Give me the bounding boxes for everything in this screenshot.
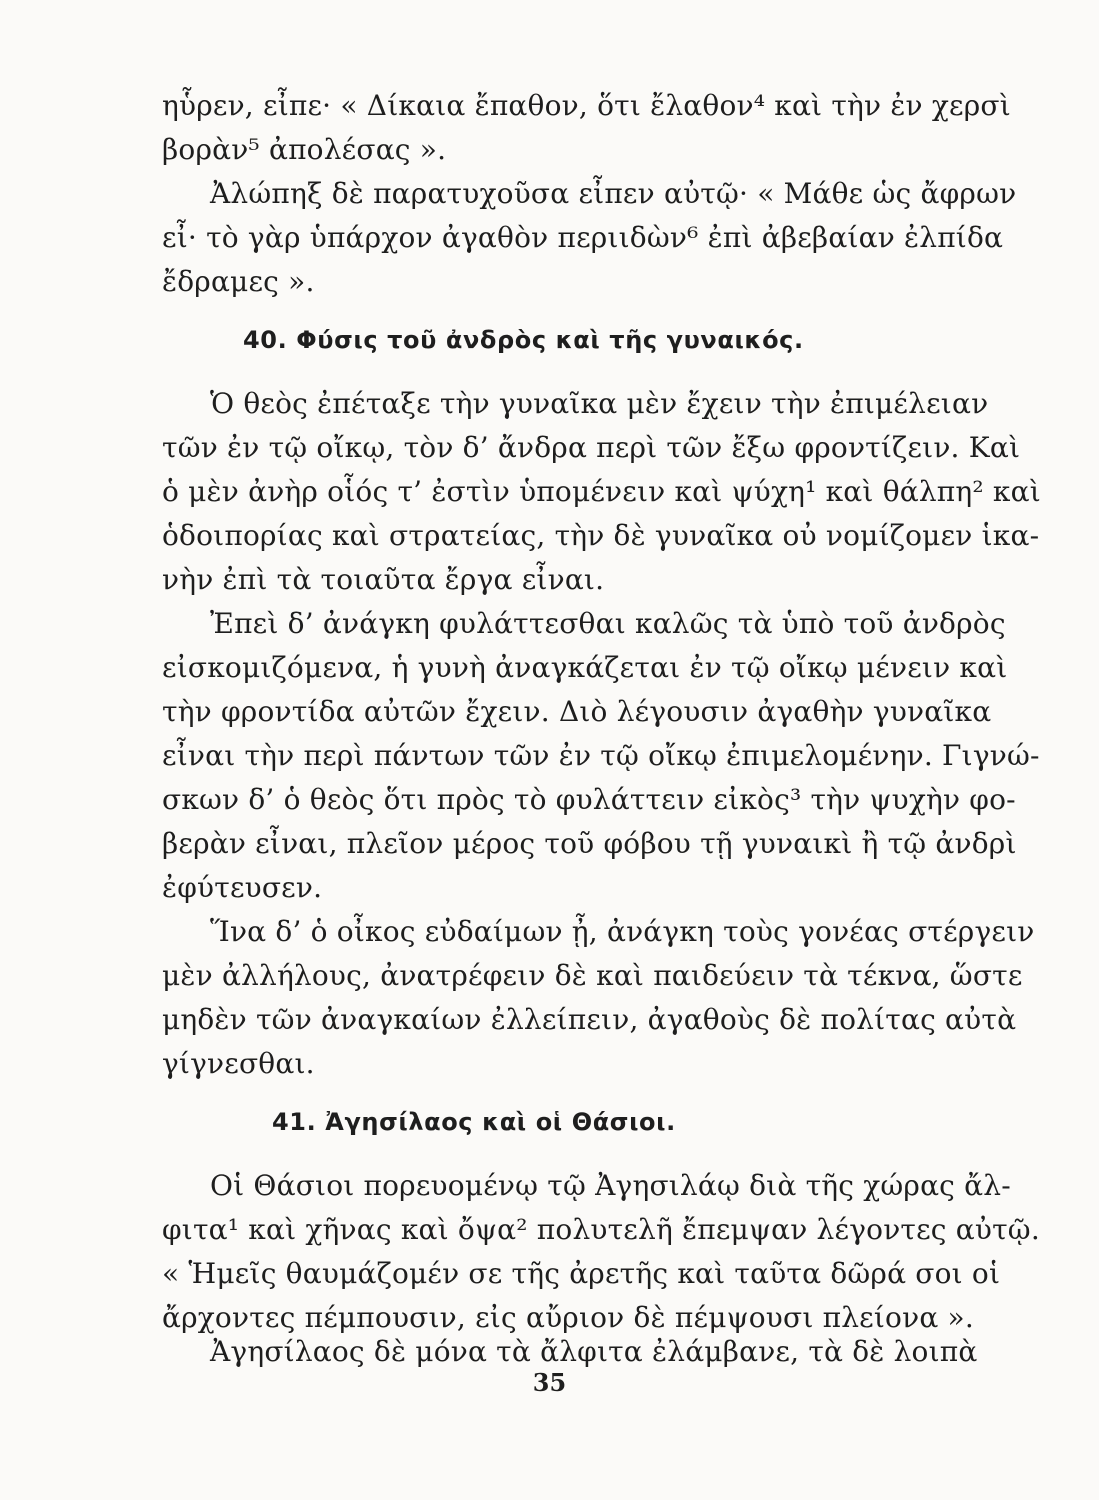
text-line: σκων δ’ ὁ θεὸς ὅτι πρὸς τὸ φυλάττειν εἰκὸς³ τὴν ψυχὴν φο- <box>162 783 1016 816</box>
text-line: Ἵνα δ’ ὁ οἶκος εὐδαίμων ᾖ, ἀνάγκη τοὺς γονέας στέργειν <box>210 915 1035 948</box>
text-line: φιτα¹ καὶ χῆνας καὶ ὄψα² πολυτελῆ ἔπεμψαν λέγοντες αὐτῷ. <box>162 1213 1040 1246</box>
text-line: ἄρχοντες πέμπουσιν, εἰς αὔριον δὲ πέμψουσι πλείονα ». <box>162 1301 974 1334</box>
text-line: ἐφύτευσεν. <box>162 871 323 904</box>
text-line: ὁδοιπορίας καὶ στρατείας, τὴν δὲ γυναῖκα οὐ νομίζομεν ἱκα- <box>162 519 1040 552</box>
text-line: τὴν φροντίδα αὐτῶν ἔχειν. Διὸ λέγουσιν ἀγαθὴν γυναῖκα <box>162 695 992 728</box>
text-line: εἶ· τὸ γὰρ ὑπάρχον ἀγαθὸν περιιδὼν⁶ ἐπὶ ἀβεβαίαν ἐλπίδα <box>162 221 1004 254</box>
text-line: ὁ μὲν ἀνὴρ οἷός τ’ ἐστὶν ὑπομένειν καὶ ψύχη¹ καὶ θάλπη² καὶ <box>162 475 1041 508</box>
text-line: μὲν ἀλλήλους, ἀνατρέφειν δὲ καὶ παιδεύειν τὰ τέκνα, ὥστε <box>162 959 1023 992</box>
text-line: γίγνεσθαι. <box>162 1047 315 1080</box>
text-line: Ἀγησίλαος δὲ μόνα τὰ ἄλφιτα ἐλάμβανε, τὰ δὲ λοιπὰ <box>210 1335 978 1368</box>
text-line: « Ἡμεῖς θαυμάζομέν σε τῆς ἀρετῆς καὶ ταῦτα δῶρά σοι οἱ <box>162 1257 1001 1290</box>
text-line: βερὰν εἶναι, πλεῖον μέρος τοῦ φόβου τῇ γυναικὶ ἢ τῷ ἀνδρὶ <box>162 827 1017 860</box>
text-line: Ὁ θεὸς ἐπέταξε τὴν γυναῖκα μὲν ἔχειν τὴν ἐπιμέλειαν <box>210 387 989 420</box>
text-line: βορὰν⁵ ἀπολέσας ». <box>162 133 447 166</box>
section-heading-41: 41. Ἀγησίλαος καὶ οἱ Θάσιοι. <box>272 1108 676 1136</box>
text-line: Ἀλώπηξ δὲ παρατυχοῦσα εἶπεν αὐτῷ· « Μάθε ὡς ἄφρων <box>210 177 1017 210</box>
text-line: ἔδραμες ». <box>162 265 315 298</box>
text-line: μηδὲν τῶν ἀναγκαίων ἐλλείπειν, ἀγαθοὺς δὲ πολίτας αὐτὰ <box>162 1003 1017 1036</box>
page-number: 35 <box>532 1368 567 1397</box>
text-line: Ἐπεὶ δ’ ἀνάγκη φυλάττεσθαι καλῶς τὰ ὑπὸ τοῦ ἀνδρὸς <box>210 607 1006 640</box>
text-line: τῶν ἐν τῷ οἴκῳ, τὸν δ’ ἄνδρα περὶ τῶν ἔξω φροντίζειν. Καὶ <box>162 431 1021 464</box>
text-line: νὴν ἐπὶ τὰ τοιαῦτα ἔργα εἶναι. <box>162 563 605 596</box>
section-heading-40: 40. Φύσις τοῦ ἀνδρὸς καὶ τῆς γυναικός. <box>243 326 804 354</box>
text-line: Οἱ Θάσιοι πορευομένῳ τῷ Ἀγησιλάῳ διὰ τῆς χώρας ἄλ- <box>210 1169 1011 1202</box>
text-line: εἶναι τὴν περὶ πάντων τῶν ἐν τῷ οἴκῳ ἐπιμελομένην. Γιγνώ- <box>162 739 1040 772</box>
text-line: εἰσκομιζόμενα, ἡ γυνὴ ἀναγκάζεται ἐν τῷ οἴκῳ μένειν καὶ <box>162 651 1008 684</box>
text-line: ηὗρεν, εἶπε· « Δίκαια ἔπαθον, ὅτι ἔλαθον⁴ καὶ τὴν ἐν χερσὶ <box>162 89 1011 122</box>
